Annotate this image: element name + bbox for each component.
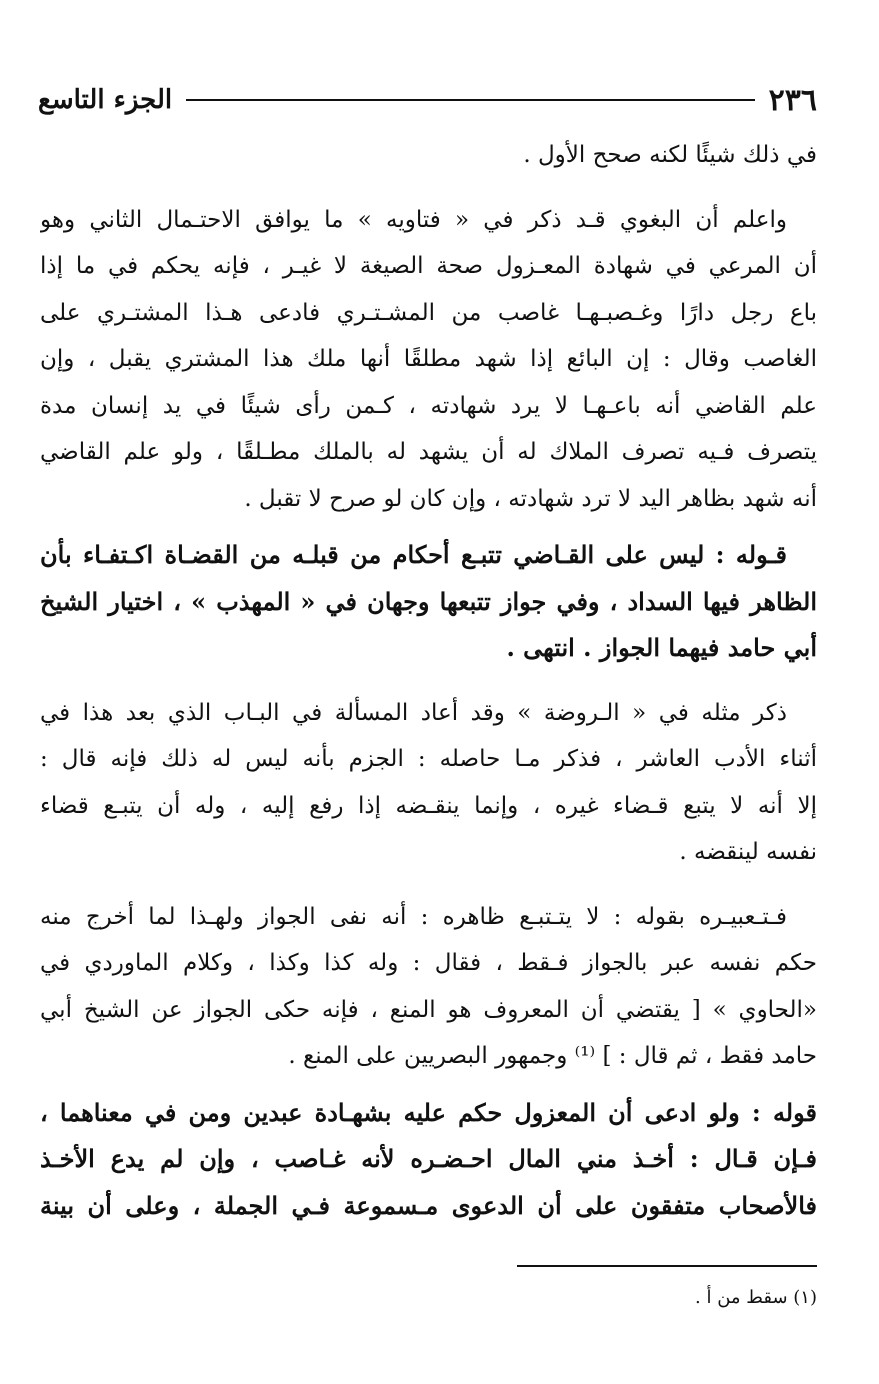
text-line: أنه شهد بظاهر اليد لا ترد شهادته ، وإن كان لو صرح لا تقبل . bbox=[244, 485, 817, 512]
text-line: واعلم أن البغوي قـد ذكر في « فتاويه » ما يوافق الاحتـمال الثاني وهو bbox=[40, 206, 787, 233]
page-number: ٢٣٦ bbox=[768, 82, 817, 118]
paragraph bbox=[40, 197, 817, 523]
text-line: حامد فقط ، ثم قال : ] ⁽¹⁾ وجمهور البصريين على المنع . bbox=[288, 1043, 817, 1069]
text-line: فـإن قـال : أخـذ مني المال احـضـره لأنه غـاصب ، وإن لم يدع الأخـذ bbox=[40, 1144, 817, 1173]
text-line: ذكر مثله في « الـروضة » وقد أعاد المسألة في البـاب الذي بعد هذا في bbox=[40, 699, 787, 726]
text-line: قوله : ولو ادعى أن المعزول حكم عليه بشهـادة عبدين ومن في معناهما ، bbox=[40, 1097, 817, 1127]
page-body bbox=[40, 132, 817, 1229]
footnote-divider bbox=[517, 1265, 817, 1267]
text-line: الغاصب وقال : إن البائع إذا شهد مطلقًا أنها ملك هذا المشتري يقبل ، وإن bbox=[40, 346, 817, 372]
text-line: أبي حامد فيهما الجواز . انتهى . bbox=[506, 633, 817, 662]
text-line: يتصرف فـيه تصرف الملاك له أن يشهد له بالملك مطـلقًا ، ولو علم القاضي bbox=[40, 439, 817, 465]
text-line: باع رجل دارًا وغـصبـهـا غاصب من المشـتـري فادعى هـذا المشتـري على bbox=[40, 299, 817, 326]
text-line: حكم نفسه عبر بالجواز فـقط ، فقال : وله كذا وكذا ، وكلام الماوردي في bbox=[40, 950, 817, 976]
text-line: علم القاضي أنه باعـهـا لا يرد شهادته ، كـمن رأى شيئًا في يد إنسان مدة bbox=[40, 392, 817, 419]
text-line: في ذلك شيئًا لكنه صحح الأول . bbox=[523, 142, 817, 168]
text-line: «الحاوي » [ يقتضي أن المعروف هو المنع ، فإنه حكى الجواز عن الشيخ أبي bbox=[40, 996, 817, 1023]
paragraph bbox=[40, 690, 817, 876]
bold-paragraph bbox=[40, 1090, 817, 1230]
paragraph bbox=[40, 132, 817, 179]
paragraph bbox=[40, 894, 817, 1080]
text-line: نفسه لينقضه . bbox=[679, 839, 817, 865]
footnote: (١) سقط من أ . bbox=[695, 1287, 817, 1308]
text-line: أن المرعي في شهادة المعـزول صحة الصيغة لا غيـر ، فإنه يحكم في ما إذا bbox=[40, 253, 817, 279]
bold-paragraph bbox=[40, 532, 817, 672]
header-divider bbox=[186, 99, 755, 101]
page-header bbox=[38, 80, 817, 120]
text-line: الظاهر فيها السداد ، وفي جواز تتبعها وجهان في « المهذب » ، اختيار الشيخ bbox=[40, 586, 817, 616]
part-title: الجزء التاسع bbox=[38, 85, 173, 115]
text-line: إلا أنه لا يتبع قـضاء غيره ، وإنما ينقـضه إذا رفع إليه ، وله أن يتبـع قضاء bbox=[40, 792, 817, 819]
text-line: أثناء الأدب العاشر ، فذكر مـا حاصله : الجزم بأنه ليس له ذلك فإنه قال : bbox=[40, 746, 817, 772]
text-line: قـوله : ليس على القـاضي تتبـع أحكام من قبلـه من القضـاة اكـتفـاء بأن bbox=[40, 540, 787, 569]
text-line: فـتـعبيـره بقوله : لا يتـتبـع ظاهره : أنه نفى الجواز ولهـذا لما أخرج منه bbox=[40, 903, 787, 930]
text-line: فالأصحاب متفقون على أن الدعوى مـسموعة فـي الجملة ، وعلى أن بينة bbox=[40, 1190, 817, 1220]
